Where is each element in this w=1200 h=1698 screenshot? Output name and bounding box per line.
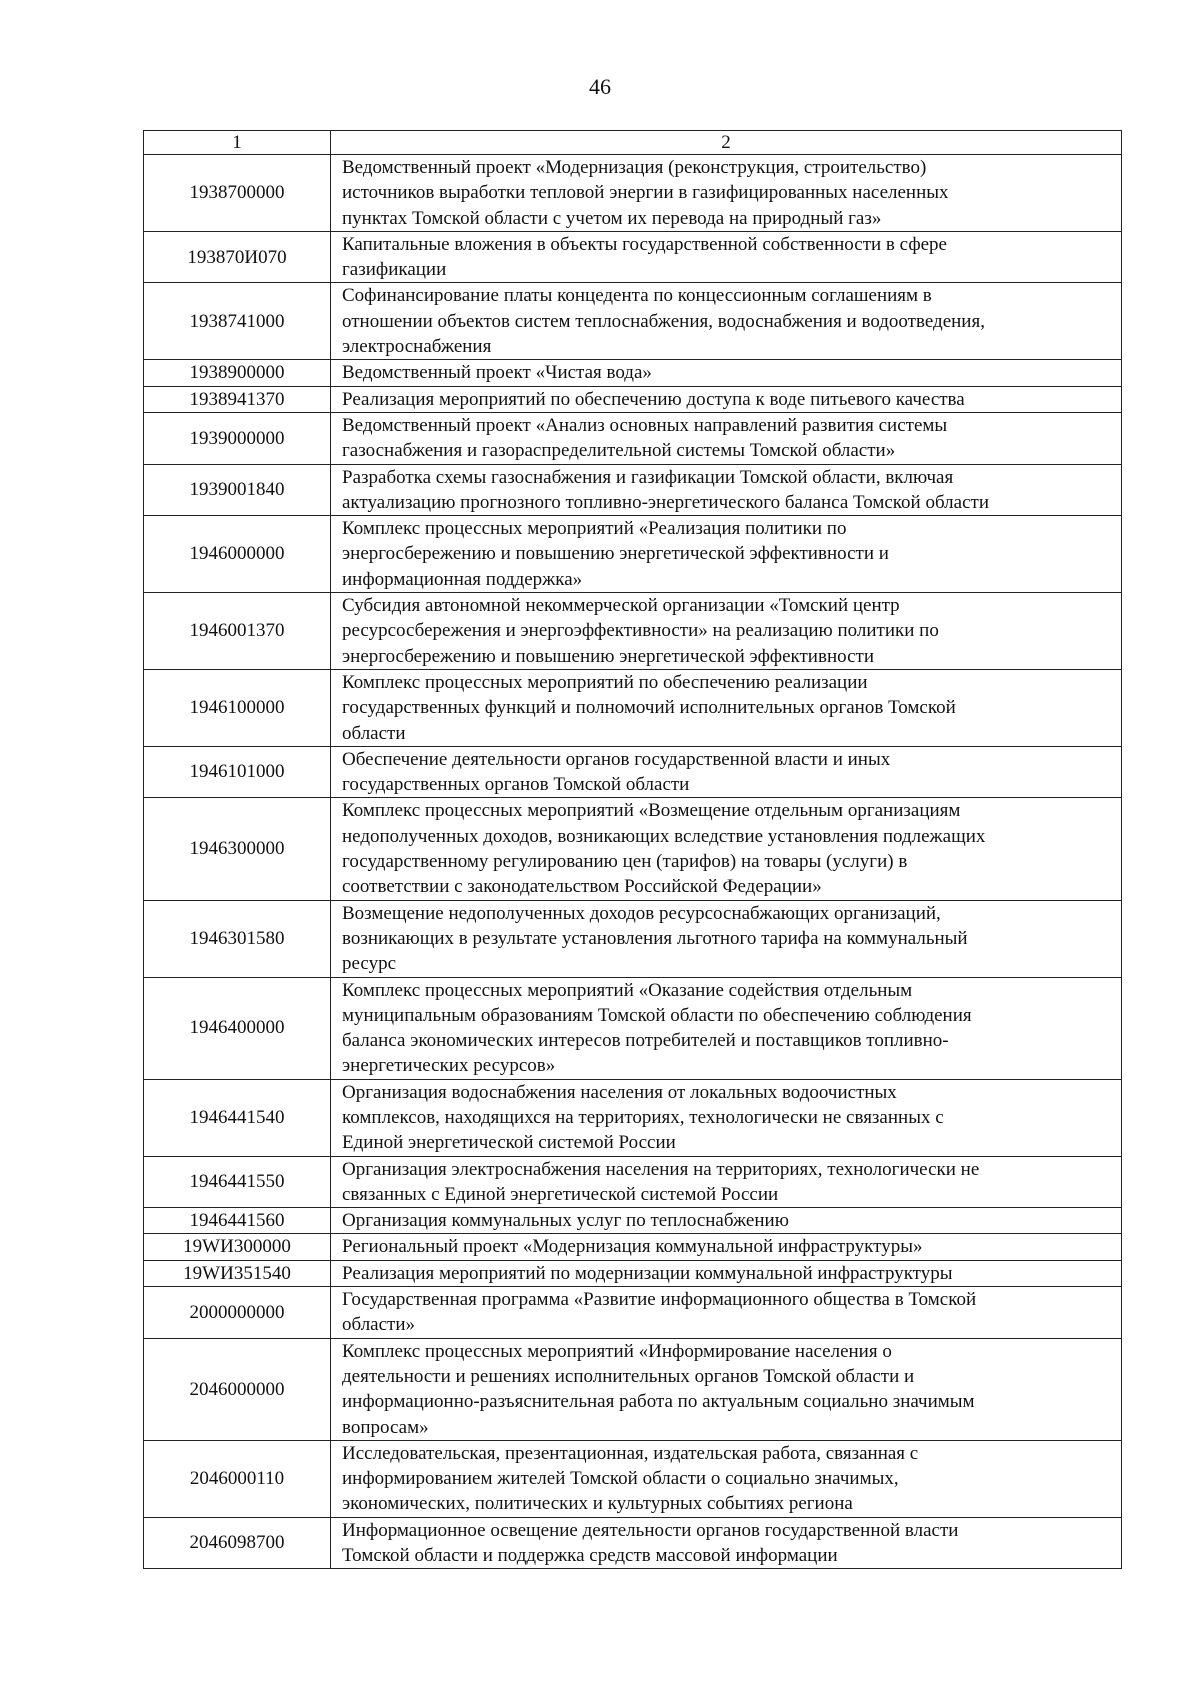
row-code: 1946441550 <box>144 1156 331 1208</box>
row-code: 2046000110 <box>144 1440 331 1517</box>
description-line: пунктах Томской области с учетом их перевода на природный газ» <box>342 207 882 229</box>
description-line: Информационное освещение деятельности органов государственной власти <box>342 1519 959 1541</box>
row-description <box>331 1156 1122 1208</box>
description-line: актуализацию прогнозного топливно-энергетического баланса Томской области <box>342 491 989 513</box>
description-line: Реализация мероприятий по модернизации коммунальной инфраструктуры <box>342 1262 953 1284</box>
row-description <box>331 360 1122 386</box>
description-line: газоснабжения и газораспределительной системы Томской области» <box>342 440 896 462</box>
budget-classification-table <box>143 130 1122 1569</box>
description-line: Комплекс процессных мероприятий «Информирование населения о <box>342 1340 892 1362</box>
row-code: 193870И070 <box>144 231 331 283</box>
table-row <box>144 231 1122 283</box>
description-line: баланса экономических интересов потребителей и поставщиков топливно- <box>342 1030 949 1052</box>
row-code: 1946300000 <box>144 798 331 900</box>
page-number: 46 <box>589 74 611 99</box>
table-row <box>144 155 1122 232</box>
description-line: энергосбережению и повышению энергетической эффективности <box>342 645 874 667</box>
description-line: Комплекс процессных мероприятий «Возмещение отдельным организациям <box>342 800 961 822</box>
row-description <box>331 464 1122 516</box>
row-description <box>331 1338 1122 1440</box>
row-code: 1946400000 <box>144 977 331 1079</box>
description-line: Исследовательская, презентационная, издательская работа, связанная с <box>342 1442 919 1464</box>
table-header-row <box>144 131 1122 155</box>
description-line: Комплекс процессных мероприятий «Оказание содействия отдельным <box>342 979 913 1001</box>
description-line: Организация водоснабжения населения от локальных водоочистных <box>342 1081 897 1103</box>
description-line: Капитальные вложения в объекты государственной собственности в сфере <box>342 233 947 255</box>
description-line: Организация электроснабжения населения на территориях, технологически не <box>342 1158 980 1180</box>
table-row <box>144 977 1122 1079</box>
description-line: комплексов, находящихся на территориях, технологически не связанных с <box>342 1106 944 1128</box>
description-line: Комплекс процессных мероприятий по обеспечению реализации <box>342 671 868 693</box>
row-description <box>331 283 1122 360</box>
description-line: муниципальным образованиям Томской области по обеспечению соблюдения <box>342 1004 972 1026</box>
row-code: 1938900000 <box>144 360 331 386</box>
table-row <box>144 669 1122 746</box>
table-row <box>144 1208 1122 1234</box>
row-description <box>331 746 1122 798</box>
description-line: Региональный проект «Модернизация коммунальной инфраструктуры» <box>342 1236 923 1258</box>
description-line: энергетических ресурсов» <box>342 1055 556 1077</box>
row-description <box>331 1234 1122 1260</box>
row-description <box>331 231 1122 283</box>
row-description <box>331 593 1122 670</box>
description-line: электроснабжения <box>342 336 492 358</box>
description-line: недополученных доходов, возникающих вследствие установления подлежащих <box>342 825 986 847</box>
row-code: 1946100000 <box>144 669 331 746</box>
table-row <box>144 412 1122 464</box>
row-code: 2000000000 <box>144 1287 331 1339</box>
row-code: 1946301580 <box>144 900 331 977</box>
row-description <box>331 1287 1122 1339</box>
table-row <box>144 900 1122 977</box>
description-line: источников выработки тепловой энергии в газифицированных населенных <box>342 182 949 204</box>
table-row <box>144 464 1122 516</box>
row-code: 1938741000 <box>144 283 331 360</box>
description-line: информационно-разъяснительная работа по актуальным социально значимым <box>342 1391 975 1413</box>
table-row <box>144 1287 1122 1339</box>
row-description <box>331 412 1122 464</box>
row-code: 1946001370 <box>144 593 331 670</box>
row-code: 19WИ300000 <box>144 1234 331 1260</box>
description-line: Ведомственный проект «Чистая вода» <box>342 362 652 384</box>
table-row <box>144 283 1122 360</box>
description-line: связанных с Единой энергетической системой России <box>342 1183 779 1205</box>
description-line: отношении объектов систем теплоснабжения, водоснабжения и водоотведения, <box>342 310 985 332</box>
row-description <box>331 386 1122 412</box>
row-description <box>331 1517 1122 1569</box>
description-line: Единой энергетической системой России <box>342 1132 676 1154</box>
row-code: 1938700000 <box>144 155 331 232</box>
row-description <box>331 669 1122 746</box>
table-row <box>144 1156 1122 1208</box>
description-line: Комплекс процессных мероприятий «Реализация политики по <box>342 518 847 540</box>
column-header-code: 1 <box>144 131 331 155</box>
description-line: государственных функций и полномочий исполнительных органов Томской <box>342 697 956 719</box>
table-row <box>144 1260 1122 1286</box>
row-code: 2046000000 <box>144 1338 331 1440</box>
description-line: области <box>342 722 406 744</box>
table-row <box>144 593 1122 670</box>
description-line: возникающих в результате установления льготного тарифа на коммунальный <box>342 927 968 949</box>
row-code: 1946441540 <box>144 1079 331 1156</box>
row-description <box>331 1208 1122 1234</box>
description-line: информационная поддержка» <box>342 568 583 590</box>
table-row <box>144 746 1122 798</box>
description-line: Государственная программа «Развитие информационного общества в Томской <box>342 1289 977 1311</box>
row-description <box>331 1079 1122 1156</box>
row-code: 2046098700 <box>144 1517 331 1569</box>
description-line: деятельности и решениях исполнительных органов Томской области и <box>342 1365 915 1387</box>
description-line: области» <box>342 1314 416 1336</box>
table-row <box>144 360 1122 386</box>
description-line: государственному регулированию цен (тарифов) на товары (услуги) в <box>342 851 908 873</box>
row-description <box>331 155 1122 232</box>
description-line: Ведомственный проект «Модернизация (реконструкция, строительство) <box>342 157 927 178</box>
row-description <box>331 798 1122 900</box>
description-line: Софинансирование платы концедента по концессионным соглашениям в <box>342 285 932 307</box>
table-row <box>144 1079 1122 1156</box>
description-line: вопросам» <box>342 1416 429 1438</box>
table-body <box>144 155 1122 1569</box>
row-code: 1938941370 <box>144 386 331 412</box>
table-row <box>144 1234 1122 1260</box>
row-code: 19WИ351540 <box>144 1260 331 1286</box>
row-code: 1939000000 <box>144 412 331 464</box>
description-line: государственных органов Томской области <box>342 774 690 796</box>
description-line: информированием жителей Томской области о социально значимых, <box>342 1468 899 1490</box>
row-code: 1946000000 <box>144 516 331 593</box>
description-line: Реализация мероприятий по обеспечению доступа к воде питьевого качества <box>342 388 965 410</box>
column-header-description: 2 <box>331 131 1122 155</box>
description-line: экономических, политических и культурных событиях региона <box>342 1493 853 1515</box>
description-line: энергосбережению и повышению энергетической эффективности и <box>342 543 889 565</box>
description-line: газификации <box>342 259 447 281</box>
description-line: ресурс <box>342 953 397 975</box>
table-row <box>144 1517 1122 1569</box>
description-line: соответствии с законодательством Российской Федерации» <box>342 876 822 898</box>
description-line: Обеспечение деятельности органов государственной власти и иных <box>342 748 891 770</box>
row-description <box>331 900 1122 977</box>
row-description <box>331 977 1122 1079</box>
row-description <box>331 1260 1122 1286</box>
table-row <box>144 516 1122 593</box>
description-line: Субсидия автономной некоммерческой организации «Томский центр <box>342 595 900 617</box>
table-row <box>144 1338 1122 1440</box>
row-code: 1939001840 <box>144 464 331 516</box>
table-row <box>144 798 1122 900</box>
row-code: 1946441560 <box>144 1208 331 1234</box>
table-row <box>144 386 1122 412</box>
description-line: Возмещение недополученных доходов ресурсоснабжающих организаций, <box>342 902 941 924</box>
row-code: 1946101000 <box>144 746 331 798</box>
description-line: Разработка схемы газоснабжения и газификации Томской области, включая <box>342 466 954 488</box>
table-row <box>144 1440 1122 1517</box>
description-line: Организация коммунальных услуг по теплоснабжению <box>342 1210 789 1232</box>
row-description <box>331 1440 1122 1517</box>
description-line: Ведомственный проект «Анализ основных направлений развития системы <box>342 414 948 436</box>
description-line: Томской области и поддержка средств массовой информации <box>342 1545 838 1567</box>
row-description <box>331 516 1122 593</box>
description-line: ресурсосбережения и энергоэффективности» на реализацию политики по <box>342 620 939 642</box>
